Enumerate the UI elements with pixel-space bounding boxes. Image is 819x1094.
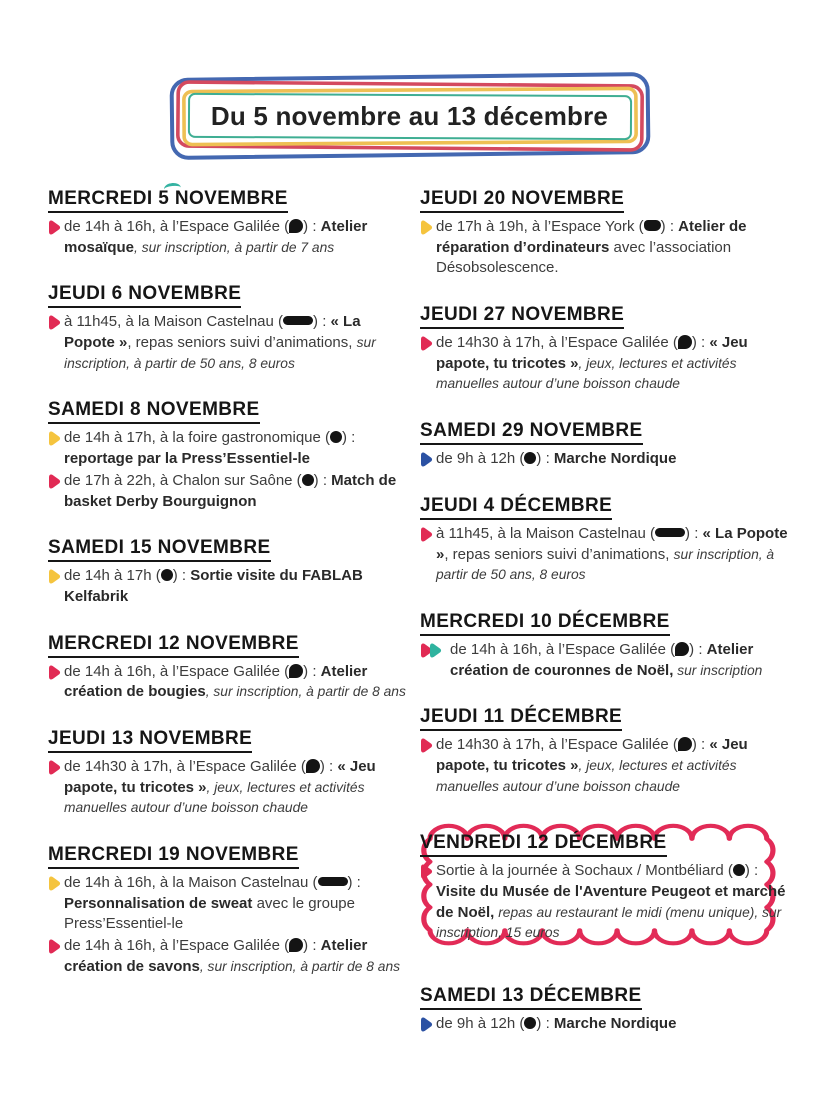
text-segment: , jeux, lectures et activités manuelles autour d’une boisson chaude: [64, 779, 365, 816]
event-header: [420, 611, 799, 636]
event-date: SAMEDI 15 NOVEMBRE: [48, 537, 271, 562]
pink-marker-icon: [46, 473, 61, 490]
event-date: SAMEDI 8 NOVEMBRE: [48, 399, 260, 424]
text-segment: ) :: [536, 1015, 554, 1033]
event-markers: [46, 759, 61, 776]
pink-marker-icon: [46, 938, 61, 955]
event-date: JEUDI 27 NOVEMBRE: [420, 304, 624, 329]
event: [48, 537, 408, 607]
text-segment: , repas seniors suivi d’animations,: [127, 334, 357, 352]
text-segment: de 14h à 17h, à la foire gastronomique (: [64, 429, 331, 447]
text-segment: de 17h à 22h, à Chalon sur Saône (: [64, 471, 302, 489]
yellow-marker-icon: [46, 430, 61, 447]
pink-marker-icon: [418, 526, 433, 543]
text-segment: Match de basket Derby Bourguignon: [64, 471, 397, 510]
galilee-icon: [289, 219, 303, 233]
text-segment: Atelier création de couronnes de Noël,: [450, 640, 754, 679]
text-segment: « La Popote »: [436, 524, 788, 563]
event-markers: [46, 219, 61, 236]
event-line: [420, 333, 799, 395]
event-markers: [418, 1016, 433, 1033]
event: [48, 728, 408, 819]
castelnau-icon: [318, 877, 348, 886]
event-line: [48, 471, 408, 512]
text-segment: ) :: [313, 471, 332, 489]
pink-marker-icon: [46, 664, 61, 681]
event-header: [48, 633, 408, 658]
event-markers: [46, 568, 61, 585]
galilee-icon: [306, 759, 320, 773]
dot-icon: [733, 864, 745, 876]
dot-icon: [524, 452, 536, 464]
text-segment: de 17h à 19h, à l’Espace York (: [436, 218, 644, 235]
event-header: [48, 399, 408, 424]
event-date: JEUDI 13 NOVEMBRE: [48, 728, 252, 753]
galilee-icon: [289, 664, 303, 678]
event-markers: [418, 526, 433, 543]
column-right: [420, 188, 799, 1060]
pink-marker-icon: [418, 863, 433, 880]
event-markers: [418, 737, 433, 754]
event-line: [48, 873, 408, 935]
text-segment: , jeux, lectures et activités manuelles autour d’une boisson chaude: [436, 355, 737, 392]
event-markers: [46, 314, 61, 331]
text-segment: Sortie à la journée à Sochaux / Montbéliard (: [436, 862, 733, 880]
event: [48, 188, 408, 258]
event: [420, 706, 799, 797]
text-segment: , sur inscription, à partir de 8 ans: [199, 958, 401, 974]
text-segment: ) :: [303, 937, 321, 955]
text-segment: à 11h45, à la Maison Castelnau (: [64, 313, 284, 331]
event-date: MERCREDI 19 NOVEMBRE: [48, 844, 299, 869]
event-markers: [418, 451, 433, 468]
text-segment: à 11h45, à la Maison Castelnau (: [436, 524, 656, 542]
event-header: [48, 537, 408, 562]
event-line: [420, 217, 799, 279]
event-header: [420, 985, 799, 1010]
event: [404, 816, 799, 955]
text-segment: , jeux, lectures et activités manuelles autour d’une boisson chaude: [436, 757, 737, 794]
event-header: [48, 283, 408, 308]
event-line: [420, 1014, 799, 1035]
events-columns: [0, 188, 819, 1060]
event-date: JEUDI 20 NOVEMBRE: [420, 188, 624, 213]
text-segment: ) :: [536, 450, 554, 468]
event: [420, 188, 799, 279]
text-segment: Atelier création de savons: [64, 937, 368, 975]
text-segment: Sortie visite du FABLAB Kelfabrik: [64, 567, 363, 605]
text-segment: de 14h à 16h, à l’Espace Galilée (: [450, 640, 676, 658]
text-segment: ) :: [347, 874, 361, 891]
text-segment: de 14h30 à 17h, à l’Espace Galilée (: [436, 334, 678, 352]
text-segment: de 14h30 à 17h, à l’Espace Galilée (: [64, 757, 306, 775]
event-line: [420, 735, 799, 797]
galilee-icon: [675, 642, 689, 656]
pink-marker-icon: [418, 335, 433, 352]
event-header: [420, 304, 799, 329]
text-segment: , sur inscription, à partir de 8 ans: [205, 684, 406, 700]
event-header: [420, 495, 799, 520]
event-date: JEUDI 6 NOVEMBRE: [48, 283, 241, 308]
event-line: [420, 449, 799, 470]
york-icon: [644, 220, 661, 231]
text-segment: de 9h à 12h (: [436, 450, 525, 468]
event-markers: [418, 219, 433, 236]
dot-icon: [330, 431, 342, 443]
event-date: MERCREDI 10 DÉCEMBRE: [420, 611, 670, 636]
text-segment: ) :: [689, 640, 707, 658]
text-segment: ) :: [660, 218, 679, 235]
event-date: MERCREDI 5 NOVEMBRE: [48, 188, 288, 213]
text-segment: ) :: [685, 524, 703, 542]
text-segment: « La Popote »: [64, 313, 361, 352]
page-title: Du 5 novembre au 13 décembre: [210, 100, 609, 131]
event-header: [420, 420, 799, 445]
text-segment: Atelier création de bougies: [64, 662, 368, 701]
event-date: VENDREDI 12 DÉCEMBRE: [420, 832, 667, 857]
text-segment: avec l’association Désobsolescence.: [436, 238, 732, 277]
event-header: [420, 706, 799, 731]
event: [420, 495, 799, 586]
dot-icon: [302, 474, 314, 486]
event-markers: [46, 430, 61, 447]
pink-marker-icon: [46, 219, 61, 236]
poster-page: [0, 70, 819, 1094]
event-header: [48, 188, 408, 213]
text-segment: de 14h à 16h, à l’Espace Galilée (: [64, 218, 290, 235]
text-segment: Visite du Musée de l'Aventure Peugeot et marché de Noël,: [436, 883, 786, 921]
event-markers: [418, 863, 433, 880]
text-segment: « Jeu papote, tu tricotes »: [64, 757, 376, 796]
event-date: SAMEDI 29 NOVEMBRE: [420, 420, 643, 445]
yellow-marker-icon: [46, 875, 61, 892]
text-segment: sur inscription: [673, 662, 763, 678]
event-header: [48, 844, 408, 869]
event: [48, 399, 408, 512]
text-segment: sur inscription, à partir de 50 ans, 8 euros: [64, 335, 376, 371]
text-segment: ) :: [172, 567, 191, 585]
event: [420, 420, 799, 470]
castelnau-icon: [283, 316, 313, 325]
event-markers: [46, 664, 61, 681]
event: [48, 283, 408, 374]
pink-marker-icon: [418, 737, 433, 754]
text-segment: de 14h à 16h, à l’Espace Galilée (: [64, 937, 290, 955]
event: [420, 304, 799, 395]
event-date: MERCREDI 12 NOVEMBRE: [48, 633, 299, 658]
text-segment: « Jeu papote, tu tricotes »: [436, 334, 748, 372]
text-segment: Atelier mosaïque: [64, 218, 368, 256]
text-segment: Marche Nordique: [553, 450, 677, 468]
text-segment: , sur inscription, à partir de 7 ans: [134, 239, 335, 255]
yellow-marker-icon: [418, 219, 433, 236]
text-segment: de 14h à 16h, à la Maison Castelnau (: [64, 874, 318, 891]
blue-marker-icon: [418, 1016, 433, 1033]
pink-marker-icon: [46, 759, 61, 776]
event-line: [420, 861, 793, 944]
title-box: [166, 70, 654, 162]
text-segment: ) :: [691, 334, 710, 352]
event-header: [420, 832, 793, 857]
event-markers: [418, 335, 433, 352]
event-markers: [46, 473, 61, 490]
pink-marker-icon: [46, 314, 61, 331]
event-line: [420, 640, 799, 681]
text-segment: de 9h à 12h (: [436, 1015, 525, 1033]
text-segment: , repas seniors suivi d’animations,: [444, 545, 674, 563]
text-segment: Marche Nordique: [553, 1015, 677, 1033]
text-segment: de 14h à 17h (: [64, 567, 161, 585]
text-segment: ) :: [342, 429, 356, 447]
galilee-icon: [678, 737, 692, 751]
event-line: [48, 428, 408, 469]
text-segment: de 14h à 16h, à l’Espace Galilée (: [64, 662, 290, 680]
dot-icon: [161, 569, 173, 581]
text-segment: avec le groupe Press’Essentiel-le: [64, 894, 355, 933]
text-segment: reportage par la Press’Essentiel-le: [64, 450, 310, 468]
event-markers: [46, 875, 61, 892]
event: [420, 985, 799, 1035]
event-line: [48, 662, 408, 703]
dot-icon: [524, 1017, 536, 1029]
text-segment: « Jeu papote, tu tricotes »: [436, 736, 748, 774]
event-date: SAMEDI 13 DÉCEMBRE: [420, 985, 642, 1010]
text-segment: sur inscription, à partir de 50 ans, 8 euros: [436, 546, 775, 583]
event-date: JEUDI 4 DÉCEMBRE: [420, 495, 612, 520]
event: [48, 844, 408, 977]
text-segment: ) :: [691, 736, 710, 754]
galilee-icon: [289, 938, 303, 952]
event-line: [48, 757, 408, 819]
teal-marker-icon: [427, 642, 442, 659]
text-segment: ) :: [319, 757, 338, 775]
event-line: [48, 566, 408, 607]
blue-marker-icon: [418, 451, 433, 468]
event-line: [48, 312, 408, 374]
text-segment: repas au restaurant le midi (menu unique), sur inscription, 15 euros: [436, 904, 782, 941]
galilee-icon: [678, 335, 692, 349]
event-markers: [418, 642, 442, 659]
text-segment: ) :: [744, 862, 759, 880]
event: [420, 611, 799, 681]
event-line: [420, 524, 799, 586]
text-segment: de 14h30 à 17h, à l’Espace Galilée (: [436, 736, 678, 754]
castelnau-icon: [655, 528, 685, 537]
text-segment: ) :: [313, 313, 331, 331]
text-segment: Atelier de réparation d’ordinateurs: [436, 218, 747, 256]
event-header: [48, 728, 408, 753]
event-markers: [46, 938, 61, 955]
event-date: JEUDI 11 DÉCEMBRE: [420, 706, 622, 731]
yellow-marker-icon: [46, 568, 61, 585]
event-header: [420, 188, 799, 213]
event-line: [48, 936, 408, 977]
text-segment: ) :: [303, 662, 321, 680]
column-left: [48, 188, 408, 1060]
event: [48, 633, 408, 703]
text-segment: Personnalisation de sweat: [64, 894, 253, 912]
text-segment: ) :: [303, 218, 321, 235]
event-line: [48, 217, 408, 258]
